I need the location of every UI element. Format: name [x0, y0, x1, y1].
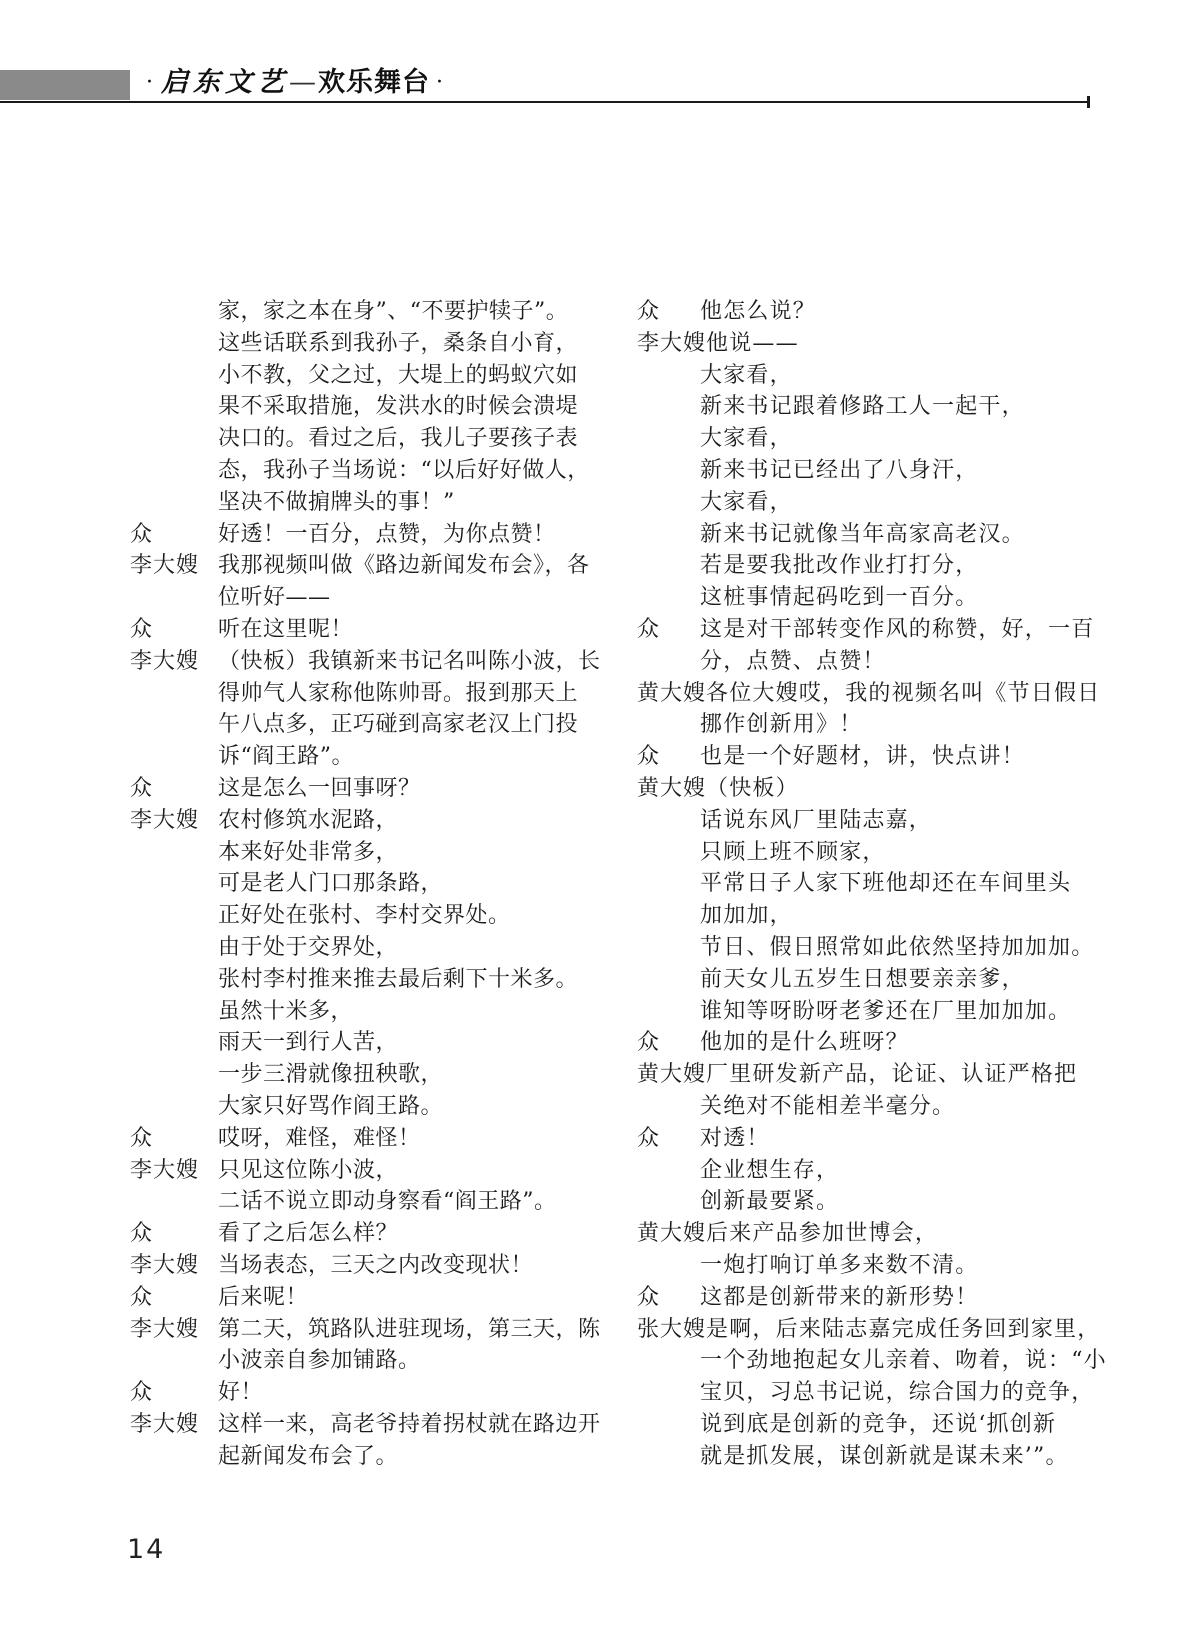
dialogue-row — [637, 1218, 1092, 1250]
speaker-name — [130, 741, 218, 773]
speaker-name — [637, 646, 700, 678]
dialogue-row — [130, 678, 580, 710]
dialogue-line: 态，我孙子当场说：“以后好好做人， — [218, 457, 590, 483]
header-gray-bar — [0, 70, 130, 100]
speaker-name: 众 — [637, 1030, 661, 1056]
script-column-right — [637, 296, 1107, 1472]
dialogue-row — [130, 1027, 580, 1059]
speaker-name — [637, 1250, 700, 1282]
dialogue-line: 平常日子人家下班他却还在车间里头 — [700, 871, 1072, 897]
header-rule-end-tick — [1087, 96, 1090, 108]
dialogue-row — [637, 1282, 1092, 1314]
speaker-name — [130, 868, 218, 900]
section-title: 欢乐舞台 — [318, 67, 430, 98]
dialogue-line: 坚决不做掮牌头的事！” — [218, 489, 455, 515]
speaker-name — [637, 837, 700, 869]
dialogue-row — [130, 837, 580, 869]
header-rule — [0, 101, 1090, 103]
speaker-name — [637, 423, 700, 455]
dialogue-line: 张村李村推来推去最后剩下十米多。 — [218, 966, 579, 992]
speaker-name — [130, 391, 218, 423]
dialogue-row — [130, 1218, 580, 1250]
dialogue-row — [130, 1250, 580, 1282]
dialogue-line: 大家看， — [700, 362, 793, 388]
speaker-name — [130, 1027, 218, 1059]
dialogue-row — [130, 741, 580, 773]
speaker-name — [637, 805, 700, 837]
script-column-left — [130, 296, 601, 1472]
dialogue-line: 对透！ — [700, 1125, 770, 1151]
speaker-name — [130, 487, 218, 519]
dialogue-line: 关绝对不能相差半毫分。 — [700, 1093, 956, 1119]
dialogue-row — [637, 1186, 1092, 1218]
dialogue-row — [637, 423, 1092, 455]
dialogue-line: 当场表态，三天之内改变现状！ — [218, 1252, 534, 1278]
dialogue-row — [130, 996, 580, 1028]
dialogue-row — [130, 1282, 580, 1314]
dialogue-row — [130, 1441, 580, 1473]
dialogue-row — [637, 1409, 1092, 1441]
speaker-name — [637, 455, 700, 487]
speaker-name — [130, 678, 218, 710]
dialogue-line: 加加加， — [700, 903, 793, 929]
speaker-name: 黄大嫂 — [637, 680, 707, 706]
dialogue-line: 农村修筑水泥路， — [218, 807, 399, 833]
dialogue-line: 哎呀，难怪，难怪！ — [218, 1125, 421, 1151]
dialogue-row — [637, 964, 1092, 996]
dialogue-row — [637, 360, 1092, 392]
dialogue-line: 看了之后怎么样？ — [218, 1221, 399, 1247]
dialogue-row — [130, 1409, 601, 1441]
dialogue-line: 起新闻发布会了。 — [218, 1443, 399, 1469]
dialogue-line: 小波亲自参加铺路。 — [218, 1348, 421, 1374]
dialogue-line: 好透！一百分，点赞，为你点赞！ — [218, 521, 556, 547]
dialogue-row — [130, 487, 580, 519]
dialogue-line: 新来书记就像当年高家高老汉。 — [700, 521, 1025, 547]
dialogue-row — [637, 1123, 1092, 1155]
dialogue-line: 第二天，筑路队进驻现场，第三天，陈 — [218, 1316, 601, 1342]
dialogue-row — [130, 296, 580, 328]
speaker-name — [637, 900, 700, 932]
dialogue-row — [637, 391, 1092, 423]
dialogue-line: 后来呢！ — [218, 1284, 309, 1310]
dialogue-row — [637, 868, 1092, 900]
dialogue-row — [637, 1250, 1092, 1282]
speaker-name — [637, 1409, 700, 1441]
speaker-name — [130, 582, 218, 614]
dialogue-line: 企业想生存， — [700, 1157, 840, 1183]
dialogue-row — [637, 773, 1092, 805]
dialogue-row — [637, 900, 1092, 932]
speaker-name — [637, 932, 700, 964]
dialogue-line: 由于处于交界处， — [218, 934, 399, 960]
dialogue-line: 前天女儿五岁生日想要亲亲爹， — [700, 966, 1025, 992]
speaker-name — [130, 837, 218, 869]
speaker-name — [130, 1059, 218, 1091]
speaker-name — [637, 582, 700, 614]
dialogue-row — [130, 964, 580, 996]
dialogue-row — [130, 582, 580, 614]
speaker-name — [637, 1441, 700, 1473]
dialogue-row — [637, 1155, 1092, 1187]
dialogue-row — [130, 455, 590, 487]
dialogue-line: 也是一个好题材，讲，快点讲！ — [700, 744, 1025, 770]
page-number: 14 — [127, 1534, 166, 1565]
speaker-name: 众 — [130, 1125, 154, 1151]
dialogue-line: （快板）我镇新来书记名叫陈小波，长 — [218, 648, 601, 674]
speaker-name — [637, 519, 700, 551]
speaker-name — [637, 964, 700, 996]
dialogue-line: 听在这里呢！ — [218, 616, 354, 642]
dialogue-line: 挪作创新用》！ — [700, 712, 863, 738]
dialogue-row — [637, 1441, 1092, 1473]
dialogue-row — [130, 1059, 580, 1091]
dialogue-row — [130, 360, 580, 392]
dialogue-row — [130, 1091, 580, 1123]
dialogue-row — [130, 868, 580, 900]
dialogue-line: 大家看， — [700, 489, 793, 515]
dialogue-line: 家，家之本在身”、“不要护犊子”。 — [218, 299, 569, 324]
dialogue-row — [637, 1345, 1107, 1377]
speaker-name: 众 — [637, 616, 661, 642]
dialogue-row — [130, 423, 580, 455]
dialogue-row — [130, 391, 580, 423]
dialogue-row — [637, 487, 1092, 519]
dialogue-line: 话说东风厂里陆志嘉， — [700, 807, 933, 833]
dialogue-line: 果不采取措施，发洪水的时候会溃堤 — [218, 394, 579, 420]
dialogue-line: （快板） — [706, 775, 799, 801]
dialogue-line: 各位大嫂哎，我的视频名叫《节日假日 — [706, 680, 1101, 706]
dialogue-line: 是啊，后来陆志嘉完成任务回到家里， — [706, 1316, 1101, 1342]
speaker-name: 黄大嫂 — [637, 1221, 707, 1247]
dialogue-line: 这样一来，高老爷持着拐杖就在路边开 — [218, 1411, 601, 1437]
dialogue-line: 本来好处非常多， — [218, 839, 399, 865]
dialogue-line: 新来书记跟着修路工人一起干， — [700, 394, 1025, 420]
speaker-name — [130, 328, 218, 360]
speaker-name — [130, 932, 218, 964]
dialogue-line: 位听好—— — [218, 585, 331, 611]
dialogue-line: 这都是创新带来的新形势！ — [700, 1284, 979, 1310]
header-dash: — — [289, 67, 318, 98]
dialogue-row — [130, 1123, 580, 1155]
speaker-name: 众 — [130, 616, 154, 642]
dialogue-line: 谁知等呀盼呀老爹还在厂里加加加。 — [700, 998, 1072, 1024]
speaker-name: 李大嫂 — [130, 1411, 200, 1437]
header-bullet-left: · — [146, 70, 155, 95]
dialogue-line: 得帅气人家称他陈帅哥。报到那天上 — [218, 680, 579, 706]
dialogue-row — [637, 837, 1092, 869]
dialogue-line: 若是要我批改作业打打分， — [700, 553, 979, 579]
speaker-name — [130, 360, 218, 392]
dialogue-line: 这是对干部转变作风的称赞，好，一百 — [700, 616, 1095, 642]
dialogue-line: 正好处在张村、李村交界处。 — [218, 903, 511, 929]
speaker-name: 众 — [130, 775, 154, 801]
speaker-name — [637, 550, 700, 582]
speaker-name — [130, 709, 218, 741]
dialogue-row — [637, 1091, 1092, 1123]
speaker-name — [637, 391, 700, 423]
speaker-name: 众 — [637, 1284, 661, 1310]
dialogue-line: 创新最要紧。 — [700, 1189, 840, 1215]
dialogue-row — [637, 1314, 1101, 1346]
dialogue-row — [130, 805, 580, 837]
speaker-name: 众 — [130, 1284, 154, 1310]
dialogue-line: 大家看， — [700, 426, 793, 452]
dialogue-line: 只见这位陈小波， — [218, 1157, 399, 1183]
dialogue-line: 午八点多，正巧碰到高家老汉上门投 — [218, 712, 579, 738]
speaker-name — [637, 360, 700, 392]
dialogue-row — [637, 1027, 1092, 1059]
speaker-name — [130, 900, 218, 932]
speaker-name — [130, 423, 218, 455]
speaker-name — [130, 1091, 218, 1123]
dialogue-line: 分，点赞、点赞！ — [700, 648, 886, 674]
dialogue-line: 诉“阎王路”。 — [218, 744, 354, 770]
speaker-name: 黄大嫂 — [637, 775, 707, 801]
dialogue-line: 节日、假日照常如此依然坚持加加加。 — [700, 934, 1095, 960]
dialogue-line: 宝贝，习总书记说，综合国力的竞争， — [700, 1380, 1095, 1406]
dialogue-row — [130, 1155, 580, 1187]
dialogue-row — [637, 805, 1092, 837]
dialogue-row — [130, 932, 580, 964]
dialogue-line: 一个劲地抱起女儿亲着、吻着，说：“小 — [700, 1348, 1107, 1374]
dialogue-line: 说到底是创新的竞争，还说‘抓创新 — [700, 1411, 1057, 1437]
speaker-name: 李大嫂 — [130, 553, 200, 579]
speaker-name — [637, 996, 700, 1028]
dialogue-row — [637, 741, 1092, 773]
speaker-name: 众 — [637, 744, 661, 770]
dialogue-row — [637, 582, 1092, 614]
dialogue-row — [637, 614, 1095, 646]
speaker-name — [637, 868, 700, 900]
dialogue-row — [637, 296, 1092, 328]
dialogue-row — [130, 773, 580, 805]
page-header-title — [140, 66, 451, 100]
dialogue-row — [130, 519, 580, 551]
dialogue-row — [637, 996, 1092, 1028]
dialogue-line: 虽然十米多， — [218, 998, 354, 1024]
speaker-name: 众 — [130, 1380, 154, 1406]
dialogue-row — [130, 328, 580, 360]
dialogue-line: 我那视频叫做《路边新闻发布会》，各 — [218, 553, 590, 579]
dialogue-row — [637, 1059, 1092, 1091]
speaker-name: 李大嫂 — [130, 1157, 200, 1183]
speaker-name — [637, 1345, 700, 1377]
dialogue-line: 他加的是什么班呀？ — [700, 1030, 909, 1056]
dialogue-line: 他说—— — [706, 330, 799, 356]
speaker-name — [130, 1186, 218, 1218]
dialogue-line: 新来书记已经出了八身汗， — [700, 457, 979, 483]
dialogue-row — [130, 1186, 580, 1218]
dialogue-row — [130, 646, 601, 678]
dialogue-row — [637, 550, 1092, 582]
dialogue-row — [637, 709, 1092, 741]
dialogue-row — [637, 455, 1092, 487]
speaker-name: 张大嫂 — [637, 1316, 707, 1342]
dialogue-line: 后来产品参加世博会， — [706, 1221, 939, 1247]
speaker-name — [130, 1441, 218, 1473]
dialogue-row — [130, 900, 580, 932]
dialogue-line: 一炮打响订单多来数不清。 — [700, 1252, 979, 1278]
dialogue-line: 大家只好骂作阎王路。 — [218, 1093, 444, 1119]
speaker-name — [130, 964, 218, 996]
speaker-name: 李大嫂 — [130, 1252, 200, 1278]
dialogue-row — [130, 1345, 580, 1377]
speaker-name — [637, 1155, 700, 1187]
dialogue-line: 好！ — [218, 1380, 264, 1406]
dialogue-row — [637, 519, 1092, 551]
speaker-name: 众 — [637, 299, 661, 324]
dialogue-row — [637, 328, 1092, 360]
speaker-name — [130, 296, 218, 328]
dialogue-line: 决口的。看过之后，我儿子要孩子表 — [218, 426, 579, 452]
dialogue-line: 就是抓发展，谋创新就是谋未来’”。 — [700, 1443, 1069, 1469]
dialogue-line: 他怎么说？ — [700, 299, 817, 324]
speaker-name — [130, 1345, 218, 1377]
speaker-name — [637, 709, 700, 741]
dialogue-line: 这些话联系到我孙子，桑条自小育， — [218, 330, 579, 356]
speaker-name: 李大嫂 — [130, 807, 200, 833]
dialogue-row — [130, 614, 580, 646]
dialogue-line: 可是老人门口那条路， — [218, 871, 444, 897]
dialogue-line: 这是怎么一回事呀？ — [218, 775, 421, 801]
speaker-name: 众 — [637, 1125, 661, 1151]
dialogue-row — [637, 932, 1095, 964]
speaker-name: 黄大嫂 — [637, 1062, 707, 1088]
speaker-name — [637, 487, 700, 519]
speaker-name — [130, 455, 218, 487]
header-bullet-right: · — [436, 70, 445, 95]
dialogue-line: 一步三滑就像扭秧歌， — [218, 1062, 444, 1088]
speaker-name — [637, 1377, 700, 1409]
speaker-name: 众 — [130, 521, 154, 547]
speaker-name: 李大嫂 — [637, 330, 707, 356]
dialogue-line: 只顾上班不顾家， — [700, 839, 886, 865]
speaker-name — [637, 1186, 700, 1218]
magazine-title: 启东文艺 — [161, 67, 289, 98]
dialogue-line: 这桩事情起码吃到一百分。 — [700, 585, 979, 611]
speaker-name: 李大嫂 — [130, 648, 200, 674]
dialogue-row — [130, 550, 590, 582]
speaker-name — [130, 996, 218, 1028]
dialogue-row — [130, 1314, 601, 1346]
speaker-name — [637, 1091, 700, 1123]
dialogue-line: 厂里研发新产品，论证、认证严格把 — [706, 1062, 1078, 1088]
dialogue-row — [637, 1377, 1095, 1409]
dialogue-line: 小不教，父之过，大堤上的蚂蚁穴如 — [218, 362, 579, 388]
dialogue-line: 雨天一到行人苦， — [218, 1030, 399, 1056]
speaker-name: 众 — [130, 1221, 154, 1247]
dialogue-row — [130, 709, 580, 741]
dialogue-row — [637, 646, 1092, 678]
speaker-name: 李大嫂 — [130, 1316, 200, 1342]
dialogue-row — [637, 678, 1101, 710]
dialogue-line: 二话不说立即动身察看“阎王路”。 — [218, 1189, 557, 1215]
dialogue-row — [130, 1377, 580, 1409]
